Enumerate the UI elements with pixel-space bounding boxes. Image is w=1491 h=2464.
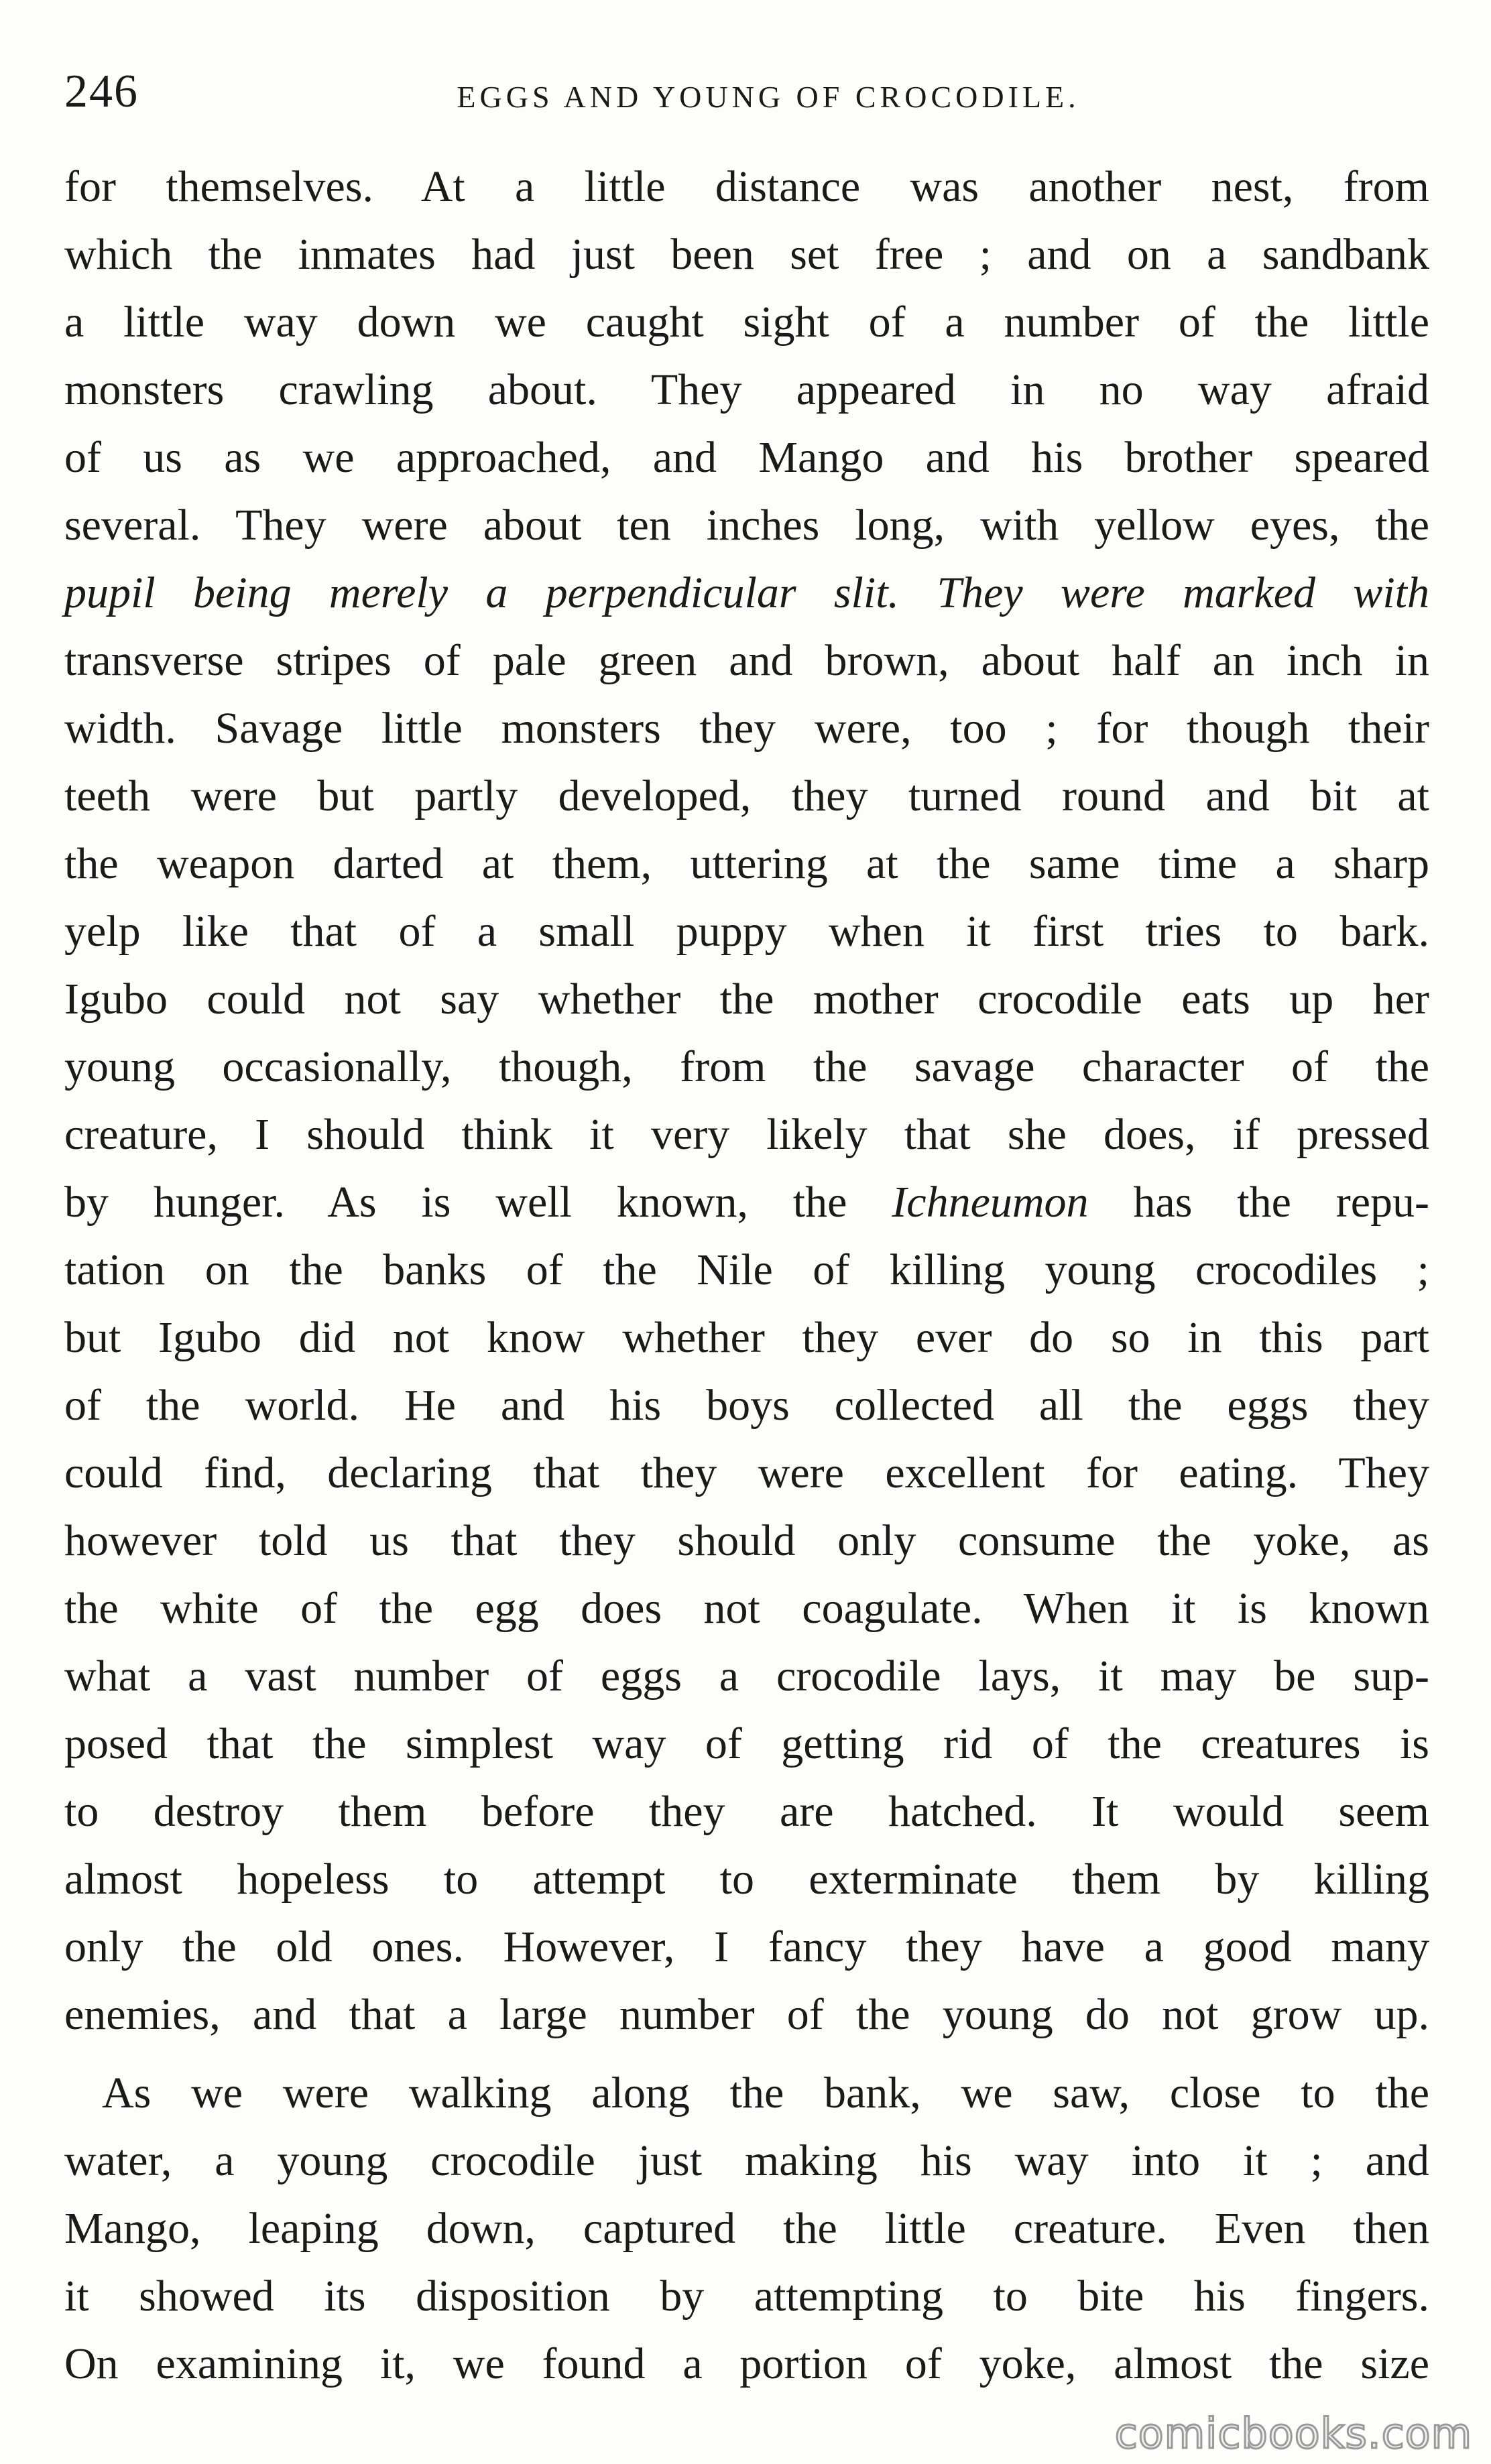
text-line: almost hopeless to attempt to exterminate them by killing <box>64 1855 1429 1904</box>
text-line: to destroy them before they are hatched. It would seem <box>64 1787 1429 1836</box>
text-line: creature, I should think it very likely that she does, if pressed <box>64 1110 1429 1159</box>
text-line: of the world. He and his boys collected all the eggs they <box>64 1381 1429 1430</box>
paragraph-1 <box>64 153 1429 2048</box>
text-line: monsters crawling about. They appeared in no way afraid <box>64 365 1429 414</box>
running-title: EGGS AND YOUNG OF CROCODILE. <box>457 80 1080 114</box>
text-line: As we were walking along the bank, we saw, close to the <box>102 2069 1429 2117</box>
paragraph-2 <box>64 2059 1429 2398</box>
text-line: width. Savage little monsters they were, too ; for though their <box>64 704 1429 753</box>
text-line: of us as we approached, and Mango and his brother speared <box>64 433 1429 482</box>
text-line: teeth were but partly developed, they turned round and bit at <box>64 772 1429 820</box>
text-line: a little way down we caught sight of a number of the little <box>64 298 1429 347</box>
text-line: could find, declaring that they were excellent for eating. They <box>64 1449 1429 1497</box>
text-line: for themselves. At a little distance was another nest, from <box>64 162 1429 211</box>
text-line: the white of the egg does not coagulate. When it is known <box>64 1584 1429 1633</box>
text-segment: by hunger. As is well known, the <box>64 1178 847 1227</box>
text-line: several. They were about ten inches long, with yellow eyes, the <box>64 501 1429 550</box>
text-line: Mango, leaping down, captured the little creature. Even then <box>64 2204 1429 2253</box>
text-line: yelp like that of a small puppy when it first tries to bark. <box>64 907 1429 956</box>
page-number: 246 <box>64 66 139 117</box>
text-line: however told us that they should only consume the yoke, as <box>64 1516 1429 1565</box>
text-line: On examining it, we found a portion of yoke, almost the size <box>64 2339 1429 2388</box>
text-line: young occasionally, though, from the savage character of the <box>64 1042 1429 1091</box>
text-line: which the inmates had just been set free ; and on a sandbank <box>64 230 1429 279</box>
text-line: Igubo could not say whether the mother crocodile eats up her <box>64 975 1429 1024</box>
text-line: pupil being merely a perpendicular slit. They were marked with <box>64 568 1429 617</box>
text-line-mixed <box>64 1168 1429 1236</box>
text-line: only the old ones. However, I fancy they have a good many <box>64 1922 1429 1971</box>
text-line: what a vast number of eggs a crocodile lays, it may be sup- <box>64 1652 1429 1701</box>
text-line: it showed its disposition by attempting to bite his fingers. <box>64 2272 1429 2321</box>
text-line: but Igubo did not know whether they ever do so in this part <box>64 1313 1429 1362</box>
text-line: the weapon darted at them, uttering at the same time a sharp <box>64 839 1429 888</box>
paragraph-gap <box>64 2048 1429 2059</box>
text-line: tation on the banks of the Nile of killing young crocodiles ; <box>64 1245 1429 1294</box>
italic-term: Ichneumon <box>892 1178 1089 1227</box>
text-segment: has the repu- <box>1133 1178 1429 1227</box>
running-head <box>64 62 1432 122</box>
text-line: transverse stripes of pale green and brown, about half an inch in <box>64 636 1429 685</box>
text-line: enemies, and that a large number of the young do not grow up. <box>64 1990 1429 2039</box>
text-line: posed that the simplest way of getting rid of the creatures is <box>64 1719 1429 1768</box>
text-line: water, a young crocodile just making his way into it ; and <box>64 2136 1429 2185</box>
body-text <box>64 153 1429 2398</box>
watermark: comicbooks.com <box>1114 2409 1472 2458</box>
